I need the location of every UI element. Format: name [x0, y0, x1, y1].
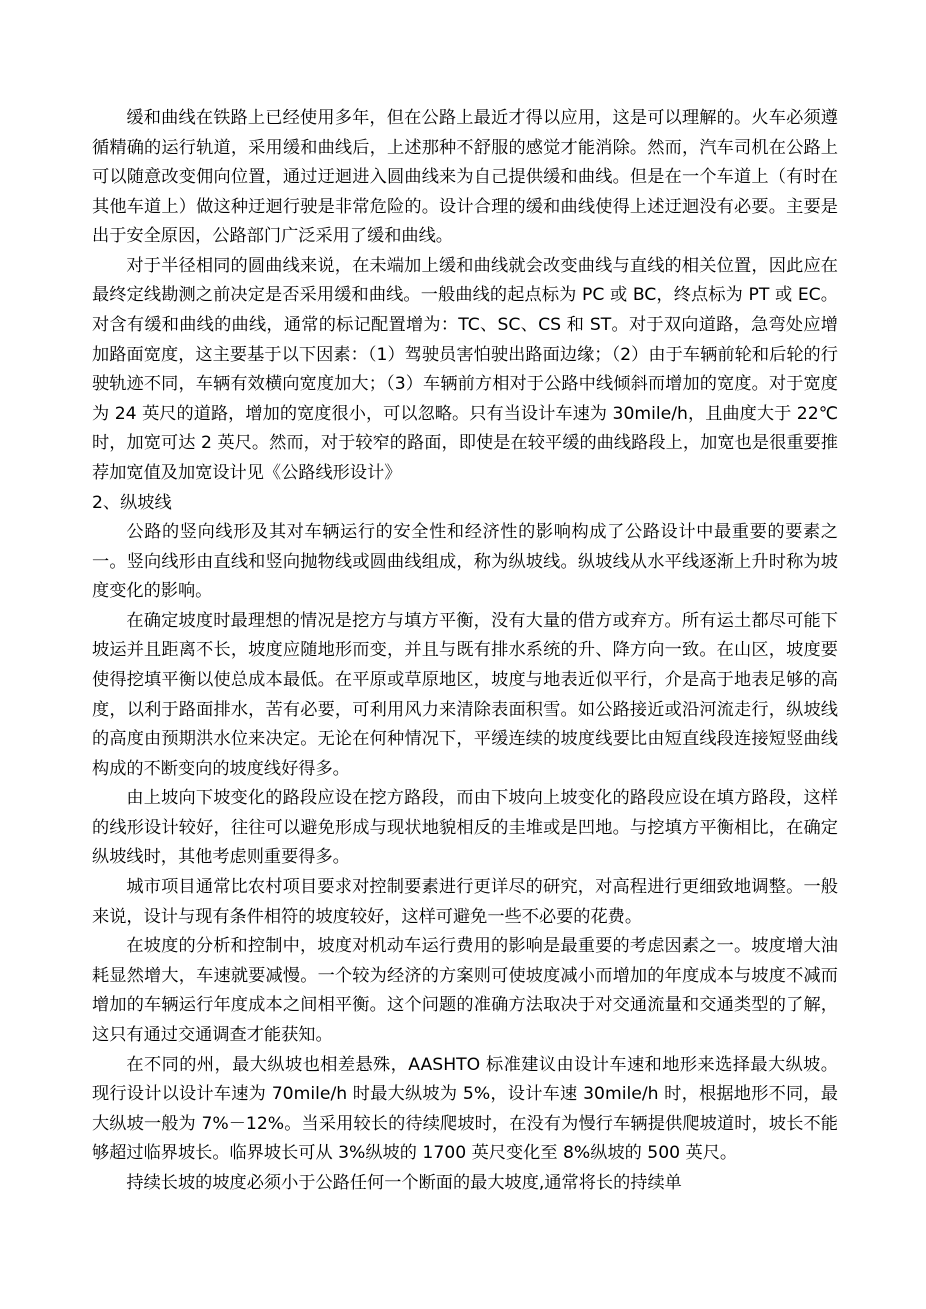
- paragraph: 持续长坡的坡度必须小于公路任何一个断面的最大坡度,通常将长的持续单: [126, 1172, 682, 1193]
- paragraph: 缓和曲线在铁路上已经使用多年，但在公路上最近才得以应用，这是可以理解的。火车必须遵循精确的运行轨道，采用缓和曲线后，上述那种不舒服的感觉才能消除。然而，汽车司机在公路上可以随意改变佣向位置，通过迂迴进入圆曲线来为自己提供缓和曲线。但是在一个车道上（有时在其他车道上）做这种迂迴行驶是非常危险的。设计合理的缓和曲线使得上述迂迴没有必要。主要是出于安全原因，公路部门广泛采用了缓和曲线。: [92, 108, 838, 247]
- paragraph: 在确定坡度时最理想的情况是挖方与填方平衡，没有大量的借方或弃方。所有运土都尽可能下坡运并且距离不长，坡度应随地形而变，并且与既有排水系统的升、降方向一致。在山区，坡度要使得挖填平衡以使总成本最低。在平原或草原地区，坡度与地表近似平行，介是高于地表足够的高度，以利于路面排水，苦有必要，可利用风力来清除表面积雪。如公路接近或沿河流走行，纵坡线的高度由预期洪水位来决定。无论在何种情况下，平缓连续的坡度线要比由短直线段连接短竖曲线构成的不断变向的坡度线好得多。: [92, 610, 838, 779]
- section-heading: 2、纵坡线: [92, 492, 172, 513]
- paragraph: 城市项目通常比农村项目要求对控制要素进行更详尽的研究，对高程进行更细致地调整。一般来说，设计与现有条件相符的坡度较好，这样可避免一些不必要的花费。: [92, 877, 838, 927]
- paragraph: 在坡度的分析和控制中，坡度对机动车运行费用的影响是最重要的考虑因素之一。坡度增大油耗显然增大，车速就要减慢。一个较为经济的方案则可使坡度减小而增加的年度成本与坡度不减而增加的车辆运行年度成本之间相平衡。这个问题的准确方法取决于对交通流量和交通类型的了解，这只有通过交通调查才能获知。: [92, 936, 838, 1045]
- paragraph: 在不同的州，最大纵坡也相差悬殊，AASHTO 标准建议由设计车速和地形来选择最大纵坡。现行设计以设计车速为 70mile/h 时最大纵坡为 5%，设计车速 30mile/h 时，根据地形不同，最大纵坡一般为 7%－12%。当采用较长的待续爬坡时，在没有为慢行车辆提供爬坡道时，坡长不能够超过临界坡长。临界坡长可从 3%纵坡的 1700 英尺变化至 8%纵坡的 500 英尺。: [92, 1054, 838, 1164]
- paragraph: 对于半径相同的圆曲线来说，在未端加上缓和曲线就会改变曲线与直线的相关位置，因此应在最终定线勘测之前决定是否采用缓和曲线。一般曲线的起点标为 PC 或 BC，终点标为 PT 或 EC。对含有缓和曲线的曲线，通常的标记配置增为：TC、SC、CS 和 ST。对于双向道路，急弯处应增加路面宽度，这主要基于以下因素：（1）驾驶员害怕驶出路面边缘；（2）由于车辆前轮和后轮的行驶轨迹不同，车辆有效横向宽度加大；（3）车辆前方相对于公路中线倾斜而增加的宽度。对于宽度为 24 英尺的道路，增加的宽度很小，可以忽略。只有当设计车速为 30mile/h，且曲度大于 22℃时，加宽可达 2 英尺。然而，对于较窄的路面，即使是在较平缓的曲线路段上，加宽也是很重要推荐加宽值及加宽设计见《公路线形设计》: [92, 255, 838, 483]
- paragraph: 由上坡向下坡变化的路段应设在挖方路段，而由下坡向上坡变化的路段应设在填方路段，这样的线形设计较好，往往可以避免形成与现状地貌相反的圭堆或是凹地。与挖填方平衡相比，在确定纵坡线时，其他考虑则重要得多。: [92, 788, 838, 868]
- document-body: [92, 104, 838, 1198]
- paragraph: 公路的竖向线形及其对车辆运行的安全性和经济性的影响构成了公路设计中最重要的要素之一。竖向线形由直线和竖向抛物线或圆曲线组成，称为纵坡线。纵坡线从水平线逐渐上升时称为坡度变化的影响。: [92, 522, 838, 602]
